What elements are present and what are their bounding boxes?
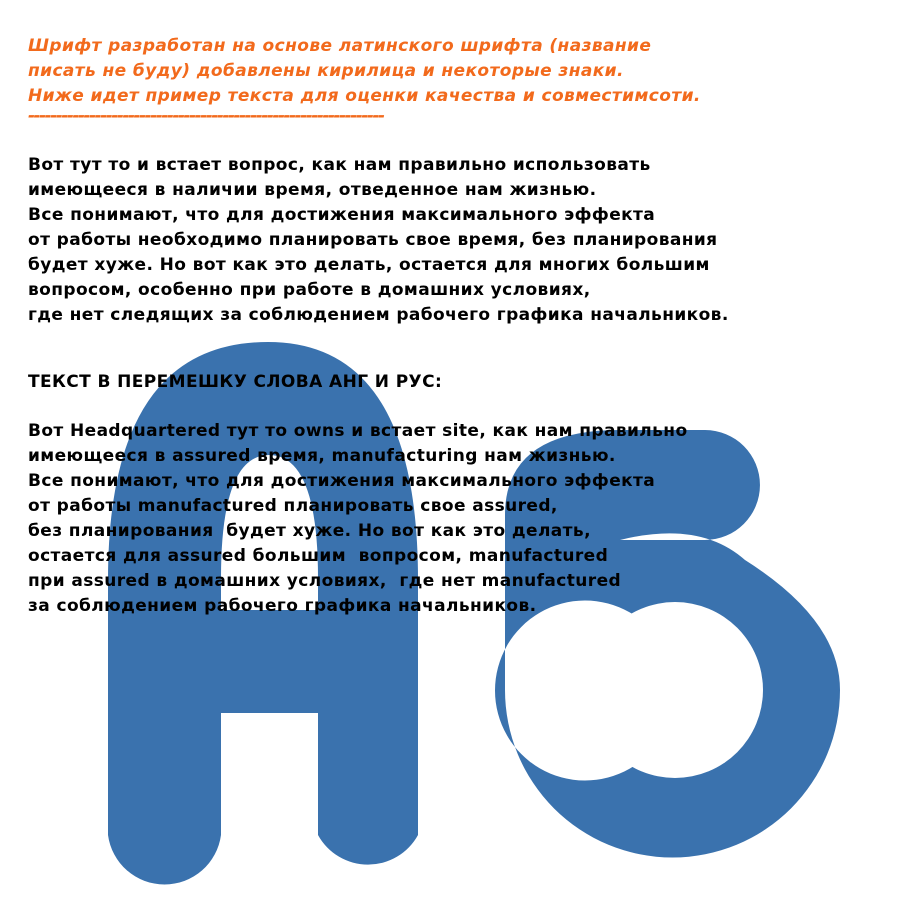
paragraph-line: остается для assured большим вопросом, manufactured [28,546,609,566]
paragraph-line: Вот тут то и встает вопрос, как нам правильно использовать [28,155,651,175]
paragraph-line: при assured в домашних условиях, где нет manufactured [28,571,622,591]
intro-line: Шрифт разработан на основе латинского шрифта (название [28,36,652,56]
intro-line: Ниже идет пример текста для оценки качества и совместимсоти. [28,86,701,106]
divider-line: ---------------------------------------------------------------- [28,106,384,126]
paragraph-line: Вот Headquartered тут то owns и встает site, как нам правильно [28,421,688,441]
mixed-heading: ТЕКСТ В ПЕРЕМЕШКУ СЛОВА АНГ И РУС: [28,372,443,392]
intro-line: писать не буду) добавлены кирилица и некоторые знаки. [28,61,624,81]
paragraph-line: от работы manufactured планировать свое assured, [28,496,558,516]
paragraph-line: Все понимают, что для достижения максимального эффекта [28,471,656,491]
paragraph-line: где нет следящих за соблюдением рабочего графика начальников. [28,305,729,325]
paragraph-line: вопросом, особенно при работе в домашних условиях, [28,280,591,300]
paragraph-line: за соблюдением рабочего графика начальников. [28,596,537,616]
paragraph-line: Все понимают, что для достижения максимального эффекта [28,205,656,225]
paragraph-line: будет хуже. Но вот как это делать, остается для многих большим [28,255,710,275]
paragraph-line: имеющееся в assured время, manufacturing нам жизнью. [28,446,616,466]
paragraph-line: имеющееся в наличии время, отведенное нам жизнью. [28,180,597,200]
paragraph-line: без планирования будет хуже. Но вот как это делать, [28,521,591,541]
paragraph-line: от работы необходимо планировать свое время, без планирования [28,230,718,250]
